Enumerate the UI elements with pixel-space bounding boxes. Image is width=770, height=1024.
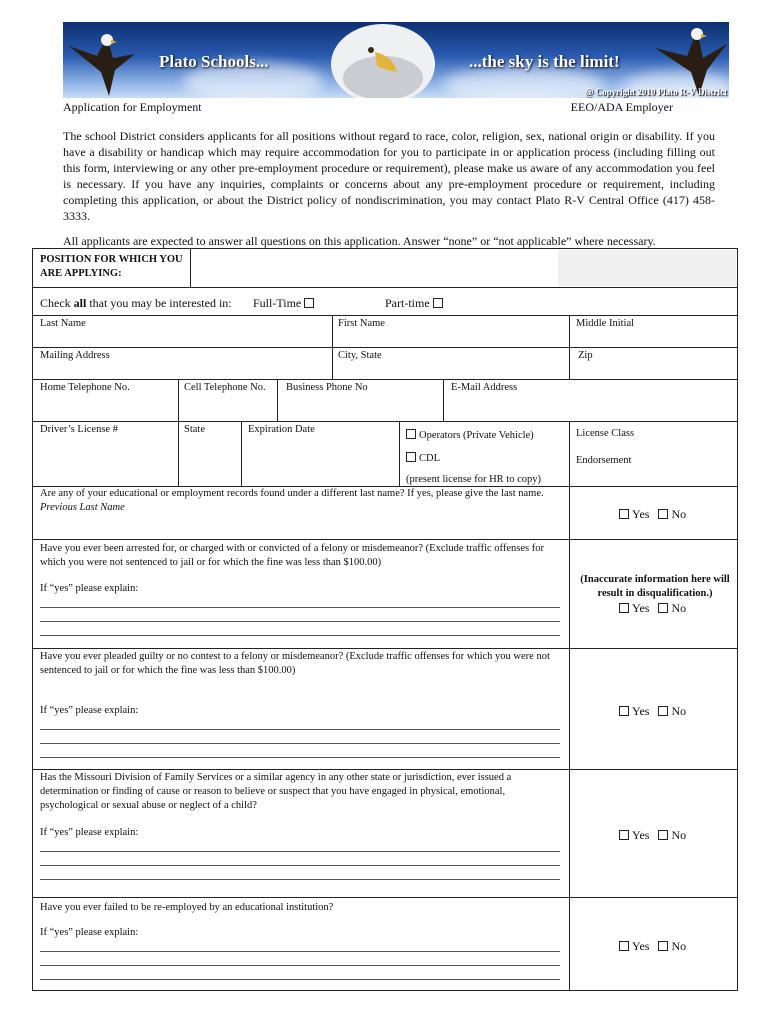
q1-no-checkbox[interactable] (658, 509, 668, 519)
last-name-label: Last Name (40, 318, 86, 329)
eagle-head-icon (313, 22, 453, 98)
q4-no-checkbox[interactable] (658, 830, 668, 840)
cell-phone-label: Cell Telephone No. (184, 382, 266, 393)
part-time-option[interactable]: Part-time (385, 296, 446, 310)
zip-label: Zip (578, 350, 593, 361)
eagle-left-icon (67, 26, 137, 98)
question-family-services: Has the Missouri Division of Family Services or a similar agency in any other state or jurisdiction, ever issued a determination or finding of cause or reason to believe or suspect that you have engaged in physical, emotional, psychological or sexual abuse or neglect of a child? (40, 772, 512, 811)
question-re-employed: Have you ever failed to be re-employed by an educational institution? (40, 902, 334, 913)
q5-yes-checkbox[interactable] (619, 941, 629, 951)
intro-paragraph: The school District considers applicants for all positions without regard to race, color, religion, sex, national origin or disability. If you have a disability or handicap which may require accommodation for you to participate in or application process (including filling out this form, interviewing or any other pre-employment procedure or requirement), please make us aware of any accommodation you feel is necessary. If you have any inquiries, complaints or concerns about any pre-employment procedure or requirement, including completing this application, or about the District policy of nondiscrimination, you may contact Plato R-V Central Office (417) 458-3333. (63, 129, 715, 223)
city-state-label: City, State (338, 350, 382, 361)
q5-yes-no: Yes No (613, 939, 686, 954)
q2-yes-checkbox[interactable] (619, 603, 629, 613)
full-time-checkbox[interactable] (304, 298, 314, 308)
q3-yes-checkbox[interactable] (619, 706, 629, 716)
q3-yes-no: Yes No (613, 704, 686, 719)
instructions: All applicants are expected to answer all questions on this application. Answer “none” or “not applicable” where necessary. (63, 234, 656, 248)
middle-initial-label: Middle Initial (576, 318, 635, 329)
drivers-license-label: Driver’s License # (40, 424, 118, 435)
expiration-label: Expiration Date (248, 424, 315, 435)
header-banner (63, 22, 729, 98)
first-name-label: First Name (338, 318, 385, 329)
operators-checkbox[interactable] (406, 429, 416, 439)
part-time-checkbox[interactable] (433, 298, 443, 308)
q4-explain-label: If “yes” please explain: (40, 827, 139, 838)
q3-no-checkbox[interactable] (658, 706, 668, 716)
present-license-note: (present license for HR to copy) (406, 474, 541, 485)
q2-no-checkbox[interactable] (658, 603, 668, 613)
cdl-checkbox[interactable] (406, 452, 416, 462)
q2-yes-no: Yes No (613, 601, 686, 616)
q2-explain-label: If “yes” please explain: (40, 583, 139, 594)
position-input[interactable] (191, 250, 557, 286)
q1-yes-checkbox[interactable] (619, 509, 629, 519)
question-pleaded: Have you ever pleaded guilty or no contest to a felony or misdemeanor? (Exclude traffic offenses for which you were not sentenced to jail or for which the fine was less than $100.00) (40, 651, 550, 676)
business-phone-label: Business Phone No (286, 382, 368, 393)
employer-label: EEO/ADA Employer (570, 100, 673, 114)
home-phone-label: Home Telephone No. (40, 382, 130, 393)
position-shaded-cell (558, 250, 736, 286)
banner-right-text: ...the sky is the limit! (469, 52, 620, 71)
disqualification-warning: (Inaccurate information here will result in disqualification.) (580, 574, 730, 599)
banner-left-text: Plato Schools... (159, 52, 269, 71)
license-class-label: License Class (576, 428, 635, 439)
q4-yes-checkbox[interactable] (619, 830, 629, 840)
mailing-address-label: Mailing Address (40, 350, 110, 361)
question-arrested: Have you ever been arrested for, or charged with or convicted of a felony or misdemeanor? (Exclude traffic offenses for which you were not sentenced to jail or for which the fine was less than $100.00) (40, 543, 544, 568)
email-label: E-Mail Address (451, 382, 518, 393)
state-label: State (184, 424, 205, 435)
endorsement-label: Endorsement (576, 455, 632, 466)
position-label: POSITION FOR WHICH YOU ARE APPLYING: (40, 254, 183, 279)
q3-explain-label: If “yes” please explain: (40, 705, 139, 716)
q4-yes-no: Yes No (613, 828, 686, 843)
q5-explain-label: If “yes” please explain: (40, 927, 139, 938)
question-previous-name: Are any of your educational or employment records found under a different last name? If yes, please give the last name. Previous Last Name (40, 488, 544, 513)
q5-no-checkbox[interactable] (658, 941, 668, 951)
banner-copyright: @ Copyright 2010 Plato R-V District (585, 87, 727, 97)
q1-yes-no: Yes No (613, 507, 686, 522)
interest-prompt: Check all that you may be interested in: (40, 296, 232, 310)
cdl-option[interactable]: CDL (406, 452, 440, 466)
full-time-option[interactable]: Full-Time (253, 296, 317, 310)
form-title: Application for Employment (63, 100, 202, 114)
application-form (32, 248, 738, 991)
operators-option[interactable]: Operators (Private Vehicle) (406, 429, 534, 443)
